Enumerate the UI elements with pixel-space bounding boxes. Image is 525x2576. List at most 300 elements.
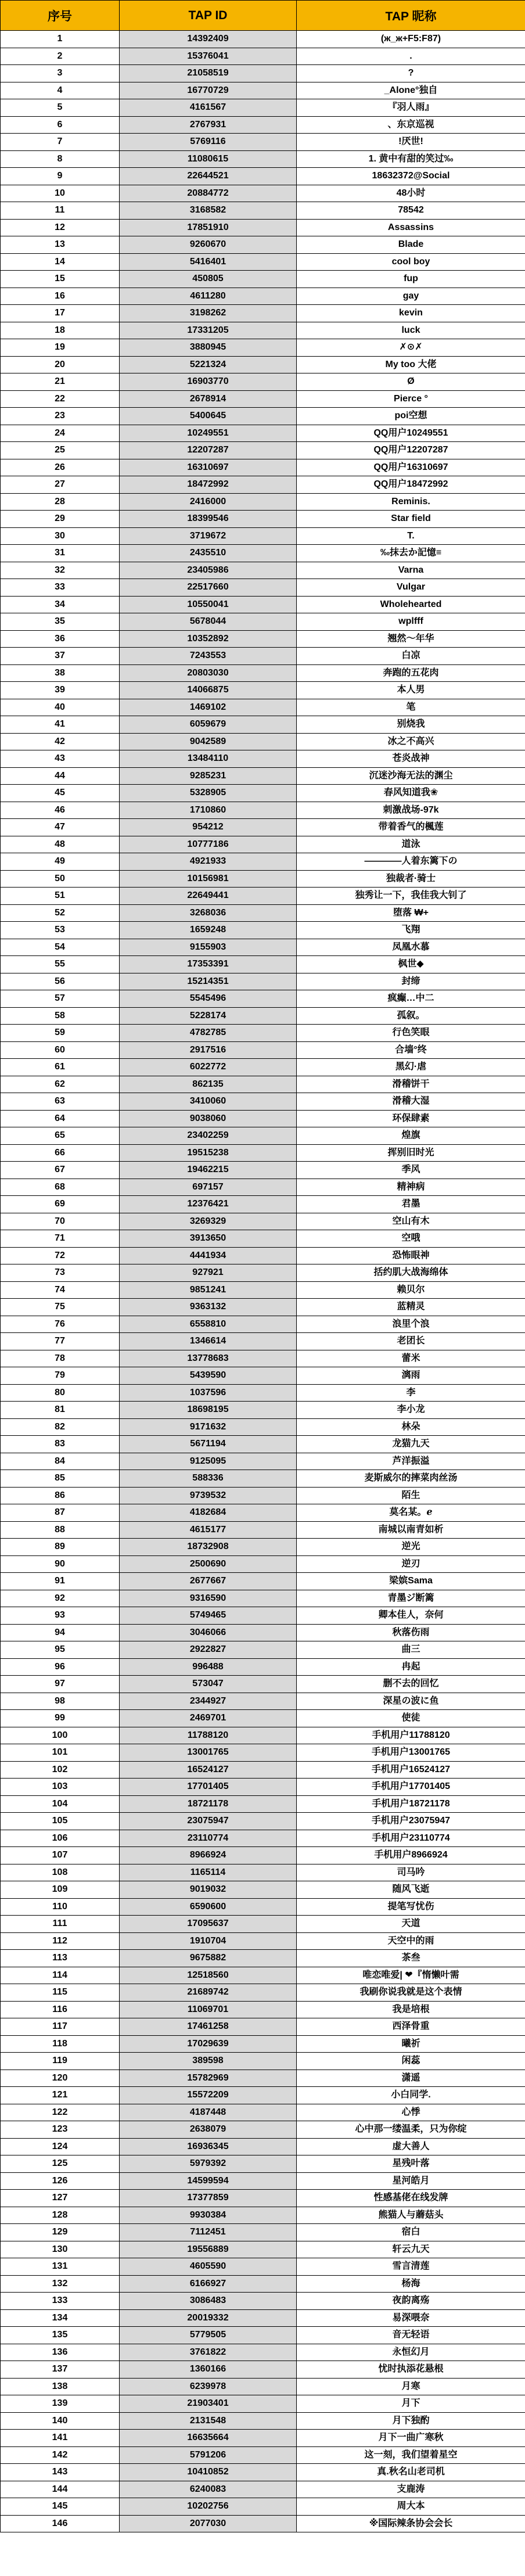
row-index: 5	[1, 99, 120, 117]
table-row	[1, 2190, 525, 2207]
tap-nickname: 月下	[297, 2395, 525, 2413]
row-index: 1	[1, 31, 120, 48]
tap-nickname: 堕落 ₩+	[297, 904, 525, 922]
table-row	[1, 2001, 525, 2018]
tap-nickname: 煌旗	[297, 1127, 525, 1145]
tap-id: 14599594	[120, 2172, 297, 2190]
row-index: 59	[1, 1025, 120, 1042]
tap-id: 6022772	[120, 1059, 297, 1076]
tap-nickname: 滑稽饼干	[297, 1076, 525, 1093]
tap-nickname: 月下独酌	[297, 2412, 525, 2430]
row-index: 69	[1, 1196, 120, 1213]
tap-nickname: 凤凰水慕	[297, 939, 525, 956]
tap-id: 16903770	[120, 373, 297, 391]
row-index: 109	[1, 1881, 120, 1899]
table-row	[1, 733, 525, 750]
tap-id: 13778683	[120, 1350, 297, 1367]
tap-id: 17377859	[120, 2190, 297, 2207]
row-index: 13	[1, 236, 120, 254]
tap-nickname: poi空想	[297, 408, 525, 425]
tap-nickname: Star field	[297, 511, 525, 528]
tap-nickname: 恐怖眼神	[297, 1247, 525, 1264]
table-row	[1, 767, 525, 785]
tap-nickname: 莫名某。ℯ	[297, 1504, 525, 1522]
table-row	[1, 1025, 525, 1042]
tap-nickname: 小白同学.	[297, 2087, 525, 2104]
table-row	[1, 1213, 525, 1230]
tap-nickname: ✗⊙✗	[297, 339, 525, 357]
tap-nickname: 西泽骨重	[297, 2018, 525, 2036]
row-index: 115	[1, 1984, 120, 2002]
tap-id: 2922827	[120, 1641, 297, 1659]
tap-id: 10249551	[120, 425, 297, 442]
table-row	[1, 990, 525, 1008]
tap-id: 5221324	[120, 356, 297, 373]
tap-id: 1360166	[120, 2361, 297, 2379]
tap-id: 3269329	[120, 1213, 297, 1230]
row-index: 7	[1, 134, 120, 151]
row-index: 123	[1, 2121, 120, 2139]
tap-nickname: Assassins	[297, 219, 525, 236]
tap-nickname: cool boy	[297, 253, 525, 271]
row-index: 139	[1, 2395, 120, 2413]
row-index: 63	[1, 1093, 120, 1111]
tap-id: 9171632	[120, 1418, 297, 1436]
tap-id: 10156981	[120, 870, 297, 888]
tap-nickname: 周大本	[297, 2498, 525, 2516]
tap-nickname: 永恒幻月	[297, 2344, 525, 2361]
tap-id: 2344927	[120, 1693, 297, 1710]
tap-nickname: 月下一曲广寒秋	[297, 2430, 525, 2447]
row-index: 79	[1, 1367, 120, 1385]
tap-nickname: 这一刻，我们望着星空	[297, 2446, 525, 2464]
tap-id: 2917516	[120, 1041, 297, 1059]
table-row	[1, 2327, 525, 2344]
table-row	[1, 1333, 525, 1350]
tap-id: 10352892	[120, 630, 297, 648]
tap-id: 20803030	[120, 664, 297, 682]
table-row	[1, 2138, 525, 2155]
tap-id: 19462215	[120, 1162, 297, 1179]
table-row	[1, 134, 525, 151]
row-index: 102	[1, 1761, 120, 1779]
table-row	[1, 2430, 525, 2447]
row-index: 3	[1, 65, 120, 82]
table-row	[1, 48, 525, 65]
table-row	[1, 2412, 525, 2430]
tap-id: 18698195	[120, 1402, 297, 1419]
table-row	[1, 2207, 525, 2224]
row-index: 78	[1, 1350, 120, 1367]
tap-id: 8966924	[120, 1847, 297, 1864]
row-index: 86	[1, 1487, 120, 1504]
table-row	[1, 1795, 525, 1813]
row-index: 44	[1, 767, 120, 785]
table-row	[1, 802, 525, 819]
tap-id: 5769116	[120, 134, 297, 151]
row-index: 103	[1, 1779, 120, 1796]
row-index: 122	[1, 2104, 120, 2121]
table-row	[1, 1521, 525, 1539]
row-index: 16	[1, 288, 120, 305]
tap-nickname: 刺激战场-97k	[297, 802, 525, 819]
row-index: 26	[1, 459, 120, 476]
tap-id: 23075947	[120, 1813, 297, 1830]
tap-id: 3168582	[120, 202, 297, 220]
tap-id: 6239978	[120, 2378, 297, 2395]
table-row	[1, 1710, 525, 1727]
tap-nickname: 白凉	[297, 648, 525, 665]
row-index: 113	[1, 1950, 120, 1967]
row-index: 145	[1, 2498, 120, 2516]
table-row	[1, 1847, 525, 1864]
tap-id: 10410852	[120, 2464, 297, 2481]
tap-nickname: (ж_ж+F5:F87)	[297, 31, 525, 48]
tap-nickname: 真.秋名山老司机	[297, 2464, 525, 2481]
tap-nickname: 赖贝尔	[297, 1281, 525, 1299]
row-index: 137	[1, 2361, 120, 2379]
tap-nickname: 随风飞逝	[297, 1881, 525, 1899]
tap-nickname: 潇遥	[297, 2070, 525, 2087]
tap-nickname: 漓雨	[297, 1367, 525, 1385]
tap-id: 2416000	[120, 493, 297, 511]
row-index: 116	[1, 2001, 120, 2018]
row-index: 94	[1, 1624, 120, 1641]
tap-nickname: 独裁者·骑士	[297, 870, 525, 888]
row-index: 64	[1, 1110, 120, 1127]
table-row	[1, 2464, 525, 2481]
tap-nickname: 梁嫔Sama	[297, 1573, 525, 1590]
tap-nickname: 空山有木	[297, 1213, 525, 1230]
tap-id: 6590600	[120, 1898, 297, 1916]
table-row	[1, 2361, 525, 2379]
row-index: 28	[1, 493, 120, 511]
tap-id: 15214351	[120, 973, 297, 990]
tap-id: 22649441	[120, 888, 297, 905]
tap-id: 17353391	[120, 956, 297, 973]
table-row	[1, 253, 525, 271]
table-row	[1, 1504, 525, 1522]
tap-nickname: 环保肆素	[297, 1110, 525, 1127]
table-row	[1, 1453, 525, 1470]
tap-id: 2077030	[120, 2515, 297, 2532]
tap-id: 1037596	[120, 1384, 297, 1402]
tap-nickname: My too 大佬	[297, 356, 525, 373]
tap-nickname: 冉起	[297, 1658, 525, 1676]
tap-nickname: .	[297, 48, 525, 65]
table-row	[1, 1247, 525, 1264]
table-row	[1, 99, 525, 117]
tap-id: 862135	[120, 1076, 297, 1093]
row-index: 46	[1, 802, 120, 819]
row-index: 25	[1, 442, 120, 459]
tap-id: 3046066	[120, 1624, 297, 1641]
table-row	[1, 1658, 525, 1676]
tap-nickname: ‰抹去か記憶≡	[297, 545, 525, 562]
tap-id: 5749465	[120, 1607, 297, 1625]
row-index: 45	[1, 785, 120, 802]
tap-nickname: 熊猫人与蘑菇头	[297, 2207, 525, 2224]
row-index: 66	[1, 1144, 120, 1162]
row-index: 98	[1, 1693, 120, 1710]
table-row	[1, 1384, 525, 1402]
row-index: 93	[1, 1607, 120, 1625]
tap-nickname: 心中那一缕温柔，只为你绽	[297, 2121, 525, 2139]
row-index: 9	[1, 168, 120, 185]
row-index: 4	[1, 82, 120, 99]
tap-id: 4441934	[120, 1247, 297, 1264]
tap-id: 2469701	[120, 1710, 297, 1727]
tap-nickname: 手机用户13001765	[297, 1744, 525, 1762]
tap-nickname: 翘然～年华	[297, 630, 525, 648]
tap-id: 697157	[120, 1179, 297, 1196]
tap-nickname: 司马吟	[297, 1864, 525, 1881]
tap-nickname: Pierce °	[297, 390, 525, 408]
table-row	[1, 442, 525, 459]
tap-id: 4187448	[120, 2104, 297, 2121]
table-row	[1, 322, 525, 339]
row-index: 62	[1, 1076, 120, 1093]
table-row	[1, 2035, 525, 2053]
tap-id: 9851241	[120, 1281, 297, 1299]
tap-id: 3198262	[120, 305, 297, 322]
tap-nickname: 曦祈	[297, 2035, 525, 2053]
tap-id: 11080615	[120, 150, 297, 168]
table-row	[1, 202, 525, 220]
tap-nickname: 唯恋唯爱| ❤『惰懒叶需	[297, 1967, 525, 1984]
table-row	[1, 1916, 525, 1933]
row-index: 80	[1, 1384, 120, 1402]
row-index: 105	[1, 1813, 120, 1830]
table-row	[1, 1162, 525, 1179]
row-index: 18	[1, 322, 120, 339]
tap-nickname: Varna	[297, 562, 525, 579]
table-row	[1, 1076, 525, 1093]
tap-nickname: 我是培根	[297, 2001, 525, 2018]
tap-nickname: 支鹿涛	[297, 2481, 525, 2498]
table-row	[1, 1299, 525, 1316]
row-index: 29	[1, 511, 120, 528]
row-index: 144	[1, 2481, 120, 2498]
tap-nickname: 君墨	[297, 1196, 525, 1213]
table-row	[1, 956, 525, 973]
tap-nickname: 奔跑的五花肉	[297, 664, 525, 682]
row-index: 121	[1, 2087, 120, 2104]
row-index: 124	[1, 2138, 120, 2155]
tap-id: 23405986	[120, 562, 297, 579]
tap-id: 1710860	[120, 802, 297, 819]
tap-id: 23110774	[120, 1830, 297, 1847]
table-row	[1, 2087, 525, 2104]
tap-id: 18399546	[120, 511, 297, 528]
tap-nickname: 闲蕊	[297, 2053, 525, 2070]
tap-nickname: 枫世◆	[297, 956, 525, 973]
tap-id: 9930384	[120, 2207, 297, 2224]
table-row	[1, 1898, 525, 1916]
tap-nickname: 茶叁	[297, 1950, 525, 1967]
tap-nickname: 封缔	[297, 973, 525, 990]
tap-nickname: 秋落伤雨	[297, 1624, 525, 1641]
table-row	[1, 1624, 525, 1641]
table-row	[1, 2155, 525, 2173]
row-index: 51	[1, 888, 120, 905]
tap-id: 12518560	[120, 1967, 297, 1984]
row-index: 19	[1, 339, 120, 357]
tap-id: 5678044	[120, 613, 297, 631]
tap-nickname: 手机用户17701405	[297, 1779, 525, 1796]
tap-id: 16524127	[120, 1761, 297, 1779]
table-row	[1, 1830, 525, 1847]
table-row	[1, 1179, 525, 1196]
row-index: 34	[1, 596, 120, 613]
tap-id: 9038060	[120, 1110, 297, 1127]
tap-nickname: 疯癫…中二	[297, 990, 525, 1008]
tap-id: 1659248	[120, 922, 297, 939]
tap-nickname: QQ用户16310697	[297, 459, 525, 476]
tap-id: 3086483	[120, 2293, 297, 2310]
tap-id: 9739532	[120, 1487, 297, 1504]
row-index: 146	[1, 2515, 120, 2532]
row-index: 6	[1, 116, 120, 134]
table-row	[1, 904, 525, 922]
row-index: 65	[1, 1127, 120, 1145]
row-index: 133	[1, 2293, 120, 2310]
tap-id: 19556889	[120, 2241, 297, 2258]
table-row	[1, 65, 525, 82]
tap-nickname: _Alone°独自	[297, 82, 525, 99]
row-index: 114	[1, 1967, 120, 1984]
table-row	[1, 1110, 525, 1127]
tap-nickname: wplfff	[297, 613, 525, 631]
tap-nickname: 易深喂奈	[297, 2309, 525, 2327]
row-index: 71	[1, 1230, 120, 1248]
row-index: 48	[1, 836, 120, 853]
table-row	[1, 2309, 525, 2327]
tap-id: 3268036	[120, 904, 297, 922]
row-index: 38	[1, 664, 120, 682]
tap-nickname: Vulgar	[297, 579, 525, 597]
tap-nickname: 我刷你说我就是这个表情	[297, 1984, 525, 2002]
table-row	[1, 870, 525, 888]
row-index: 99	[1, 1710, 120, 1727]
table-row	[1, 2241, 525, 2258]
tap-id: 9260670	[120, 236, 297, 254]
tap-nickname: 道泳	[297, 836, 525, 853]
tap-id: 2435510	[120, 545, 297, 562]
table-row	[1, 339, 525, 357]
table-row	[1, 1744, 525, 1762]
row-index: 134	[1, 2309, 120, 2327]
table-row	[1, 750, 525, 768]
row-index: 96	[1, 1658, 120, 1676]
row-index: 2	[1, 48, 120, 65]
table-row	[1, 1196, 525, 1213]
tap-id: 588336	[120, 1470, 297, 1488]
table-row	[1, 1693, 525, 1710]
table-row	[1, 1967, 525, 1984]
row-index: 61	[1, 1059, 120, 1076]
tap-nickname: Wholehearted	[297, 596, 525, 613]
tap-nickname: 南城以南青如析	[297, 1521, 525, 1539]
tap-nickname: 蓝精灵	[297, 1299, 525, 1316]
tap-nickname: 青墨ジ断篱	[297, 1590, 525, 1607]
tap-id: 19515238	[120, 1144, 297, 1162]
tap-id: 17701405	[120, 1779, 297, 1796]
table-row	[1, 1864, 525, 1881]
row-index: 55	[1, 956, 120, 973]
tap-nickname: QQ用户18472992	[297, 476, 525, 494]
tap-id: 4161567	[120, 99, 297, 117]
tap-id: 14066875	[120, 682, 297, 699]
tap-nickname: 空哦	[297, 1230, 525, 1248]
table-row	[1, 939, 525, 956]
table-row	[1, 562, 525, 579]
row-index: 130	[1, 2241, 120, 2258]
tap-id: 5791206	[120, 2446, 297, 2464]
table-row	[1, 596, 525, 613]
table-row	[1, 2053, 525, 2070]
row-index: 68	[1, 1179, 120, 1196]
tap-nickname: 龙猫九天	[297, 1436, 525, 1453]
tap-id: 5779505	[120, 2327, 297, 2344]
tap-id: 5328905	[120, 785, 297, 802]
table-row	[1, 545, 525, 562]
row-index: 15	[1, 271, 120, 288]
tap-nickname: 天空中的雨	[297, 1932, 525, 1950]
row-index: 43	[1, 750, 120, 768]
table-row	[1, 2481, 525, 2498]
table-row	[1, 1984, 525, 2002]
row-index: 70	[1, 1213, 120, 1230]
tap-id: 2767931	[120, 116, 297, 134]
tap-nickname: 月寒	[297, 2378, 525, 2395]
tap-id: 9125095	[120, 1453, 297, 1470]
row-index: 67	[1, 1162, 120, 1179]
table-row	[1, 1539, 525, 1556]
row-index: 10	[1, 185, 120, 202]
tap-nickname: 提笔写忧伤	[297, 1898, 525, 1916]
tap-nickname: 删不去的回忆	[297, 1676, 525, 1693]
tap-nickname: 手机用户8966924	[297, 1847, 525, 1864]
tap-id: 17851910	[120, 219, 297, 236]
table-row	[1, 1555, 525, 1573]
tap-nickname: 手机用户23075947	[297, 1813, 525, 1830]
tap-id: 15376041	[120, 48, 297, 65]
tap-nickname: 使徒	[297, 1710, 525, 1727]
row-index: 117	[1, 2018, 120, 2036]
tap-nickname: T.	[297, 527, 525, 545]
table-row	[1, 305, 525, 322]
tap-id: 9363132	[120, 1299, 297, 1316]
tap-id: 12376421	[120, 1196, 297, 1213]
tap-id: 6558810	[120, 1316, 297, 1333]
table-row	[1, 630, 525, 648]
tap-id: 18472992	[120, 476, 297, 494]
table-row	[1, 82, 525, 99]
row-index: 23	[1, 408, 120, 425]
tap-id: 11788120	[120, 1727, 297, 1744]
tap-nickname: 星河皓月	[297, 2172, 525, 2190]
row-index: 56	[1, 973, 120, 990]
tap-id: 3761822	[120, 2344, 297, 2361]
tap-nickname: 曲三	[297, 1641, 525, 1659]
tap-nickname: 挥别旧时光	[297, 1144, 525, 1162]
row-index: 141	[1, 2430, 120, 2447]
table-row	[1, 271, 525, 288]
tap-nickname: 括约肌大战海绵体	[297, 1264, 525, 1282]
table-row	[1, 1590, 525, 1607]
row-index: 106	[1, 1830, 120, 1847]
